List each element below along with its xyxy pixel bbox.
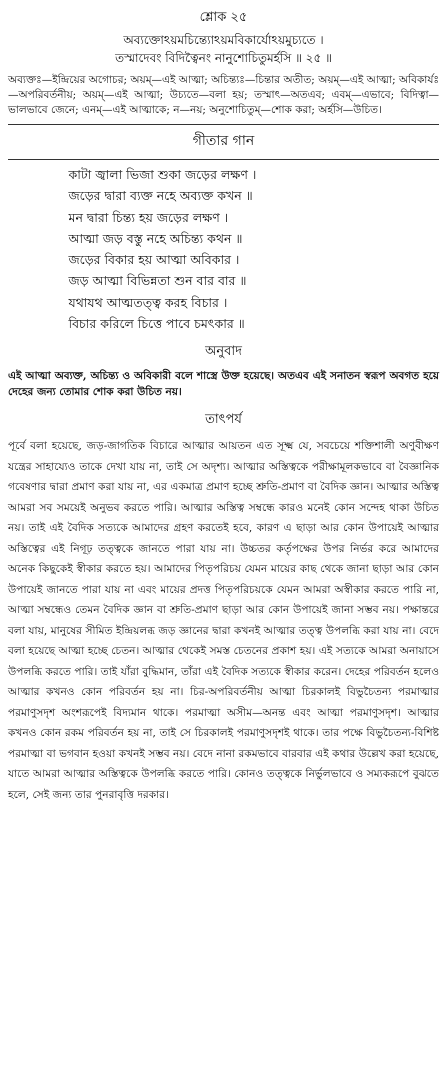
divider [8, 124, 439, 125]
sanskrit-verse [8, 31, 439, 67]
purport-text: পূর্বে বলা হয়েছে, জড়-জাগতিক বিচারে আত্মার আয়তন এত সূক্ষ্ম যে, সবচেয়ে শক্তিশালী অণুবীক্ষণ যন্ত্রের সাহায্যেও তাকে দেখা যায় না, তাই সে অদৃশ্য। আত্মার অস্তিত্বকে পরীক্ষামূলকভাবে বা বৈজ্ঞানিক গবেষণার দ্বারা প্রমাণ করা যায় না, এর একমাত্র প্রমাণ হচ্ছে শ্রুতি-প্রমাণ বা বৈদিক জ্ঞান। আত্মার অস্তিত্ব আমরা সব সময়েই অনুভব করতে পারি। আত্মার অস্তিত্ব সম্বন্ধে কারও মনেই কোন সন্দেহ থাকা উচিত নয়। তাই এই বৈদিক সত্যকে আমাদের গ্রহণ করতেই হবে, কারণ এ ছাড়া আর কোন উপায়েই আত্মার অস্তিত্বের এই নিগূঢ় তত্ত্বকে জানতে পারা যায় না। উচ্চতর কর্তৃপক্ষের উপর নির্ভর করে আমাদের অনেক কিছুকেই স্বীকার করতে হয়। আমাদের পিতৃপরিচয় যেমন মায়ের কাছ থেকে জানা ছাড়া আর কোন উপায়েই জানতে পারা যায় না এবং মায়ের প্রদত্ত পিতৃপরিচয়কে যেমন আমরা অস্বীকার করতে পারি না, আত্মা সম্বন্ধেও তেমন বৈদিক জ্ঞান বা শ্রুতি-প্রমাণ ছাড়া আর কোন উপায়েই জানা সম্ভব নয়। পক্ষান্তরে বলা যায়, মানুষের সীমিত ইন্দ্রিয়লব্ধ জড় জ্ঞানের দ্বারা কখনই আত্মার তত্ত্ব উপলব্ধি করা যায় না। বেদে বলা হয়েছে আত্মা হচ্ছে চেতন। আত্মার থেকেই সমস্ত চেতনের প্রকাশ হয়। এই সত্যকে আমরা অনায়াসে উপলব্ধি করতে পারি। তাই যাঁরা বুদ্ধিমান, তাঁরা এই বৈদিক সত্যকে স্বীকার করেন। দেহের পরিবর্তন হলেও আত্মার কখনও কোন পরিবর্তন হয় না। চির-অপরিবর্তনীয় আত্মা চিরকালই বিভুচৈতন্য পরমাত্মার পরমাণুসদৃশ অংশরূপেই বিদ্যমান থাকে। পরমাত্মা অসীম—অনন্ত এবং আত্মা পরমাণুসদৃশ। আত্মার কখনও কোন রকম পরিবর্তন হয় না, তাই সে চিরকালই পরমাণুসদৃশই থাকে। তার পক্ষে বিভুচৈতন্য-বিশিষ্ট পরমাত্মা বা ভগবান হওয়া কখনই সম্ভব নয়। বেদে নানা রকমভাবে বারবার এই কথার উল্লেখ করা হয়েছে, যাতে আমরা আত্মার অস্তিত্বকে উপলব্ধি করতে পারি। কোনও তত্ত্বকে নির্ভুলভাবে ও সম্যকরূপে বুঝতে হলে, সেই জন্য তার পুনরাবৃত্তি দরকার। [8, 440, 439, 801]
song-line: জড় আত্মা বিভিন্নতা শুন বার বার ॥ [68, 273, 247, 289]
sanskrit-line-1: অব্যক্তোঽয়মচিন্ত্যোঽয়মবিকার্যোঽয়মুচ্যতে । [123, 33, 324, 47]
song-line: মন দ্বারা চিন্ত্য হয় জড়ের লক্ষণ । [68, 209, 229, 225]
song-lines [69, 164, 379, 334]
song-line: জড়ের বিকার হয় আত্মা অবিকার । [68, 252, 240, 268]
song-line: আত্মা জড় বস্তু নহে অচিন্ত্য কথন ॥ [68, 230, 243, 246]
translation-heading: অনুবাদ [205, 344, 242, 360]
song-line: যথাযথ আত্মতত্ত্ব করহ বিচার । [68, 294, 228, 310]
song-line: বিচার করিলে চিত্তে পাবে চমৎকার ॥ [68, 316, 245, 332]
song-heading: গীতার গান [192, 133, 255, 149]
sanskrit-line-2: তস্মাদেবং বিদিত্বৈনং নানুশোচিতুমর্হসি ॥ ২৫ ॥ [115, 51, 332, 65]
purport-heading: তাৎপর্য [205, 412, 242, 428]
word-synonyms: অব্যক্তঃ—ইন্দ্রিয়ের অগোচর; অয়ম্—এই আত্মা; অচিন্ত্যঃ—চিন্তার অতীত; অয়ম্—এই আত্মা; অবিকার্যঃ—অপরিবর্তনীয়; অয়ম্—এই আত্মা; উচ্যতে—বলা হয়; তস্মাৎ—অতএব; এবম্—এভাবে; বিদিত্বা—ভালভাবে জেনে; এনম্—এই আত্মাকে; ন—নয়; অনুশোচিতুম্—শোক করা; অর্হসি—উচিত। [8, 74, 439, 116]
song-line: কাটা জ্বালা ভিজা শুকা জড়ের লক্ষণ । [68, 167, 257, 182]
translation-text: এই আত্মা অব্যক্ত, অচিন্ত্য ও অবিকারী বলে শাস্ত্রে উক্ত হয়েছে। অতএব এই সনাতন স্বরূপ অবগত হয়ে দেহের জন্য তোমার শোক করা উচিত নয়। [8, 370, 439, 399]
divider [8, 159, 439, 160]
verse-number: শ্লোক ২৫ [199, 10, 248, 25]
song-line: জড়ের দ্বারা ব্যক্ত নহে অব্যক্ত কখন ॥ [68, 188, 253, 204]
